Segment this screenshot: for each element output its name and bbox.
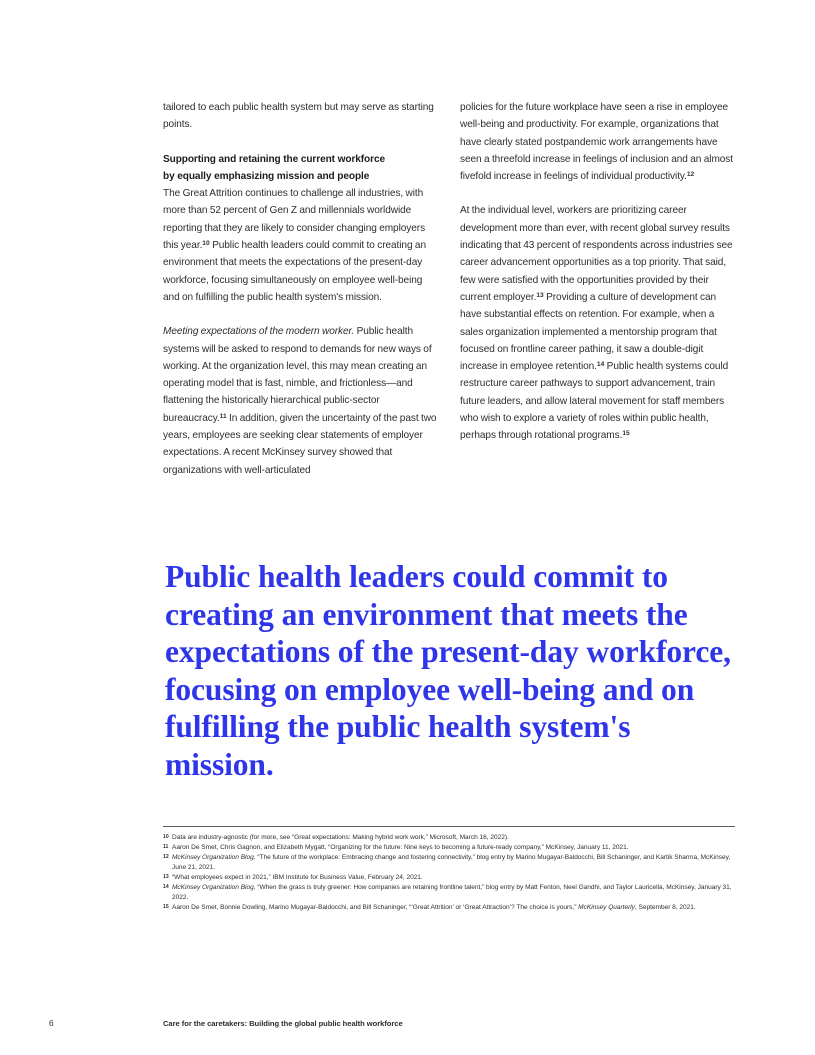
footnote-text bbox=[172, 873, 741, 883]
footnote-text bbox=[172, 903, 741, 913]
page-footer bbox=[0, 1019, 815, 1035]
right-column bbox=[460, 99, 735, 496]
footer-report-title: Care for the caretakers: Building the global public health workforce bbox=[163, 1019, 403, 1028]
footnote-marker-10[interactable]: 10 bbox=[202, 240, 210, 248]
paragraph-meeting-expectations bbox=[163, 323, 438, 479]
page-number: 6 bbox=[49, 1019, 54, 1028]
footnote-text-run: , September 8, 2021. bbox=[634, 904, 696, 912]
footnote-text-run: , “When the grass is truly greener: How companies are retaining frontline talent,” blog entry by Matt Fenton, Neel Gandhi, and Taylor Lauricella, McKinsey, January 31, 2022. bbox=[172, 884, 732, 901]
footnote-list bbox=[163, 833, 741, 913]
paragraph-continuation: tailored to each public health system but may serve as starting points. bbox=[163, 102, 434, 131]
pull-quote: Public health leaders could commit to creating an environment that meets the expectations of the present-day workforce, focusing on employee well-being and on fulfilling the public health system's mission. bbox=[165, 559, 731, 782]
paragraph-text-a: policies for the future workplace have seen a rise in employee well-being and productivity. For example, organizations that have clearly stated postpandemic work arrangements have seen a threefold increase in feelings of inclusion and an almost fivefold increase in feelings of individual productivity. bbox=[460, 102, 733, 183]
paragraph-text-c: Public health systems could restructure career pathways to support advancement, train future leaders, and allow lateral movement for staff members who wish to explore a variety of roles within public health, perhaps through rotational programs. bbox=[460, 361, 729, 442]
footnote-item bbox=[163, 853, 741, 872]
paragraph-text-b: Public health leaders could commit to creating an environment that meets the expectations of the present-day workforce, focusing simultaneously on employee well-being and on fulfilling the public health system's mission. bbox=[163, 240, 426, 303]
footnote-number: 10 bbox=[163, 833, 169, 840]
footnote-text-run: Data are industry-agnostic (for more, see “Great expectations: Making hybrid work work,” Microsoft, March 16, 2022). bbox=[172, 834, 509, 841]
footnote-text bbox=[172, 853, 741, 872]
left-column bbox=[163, 99, 438, 496]
footnote-number: 12 bbox=[163, 853, 169, 860]
footnote-text bbox=[172, 883, 741, 902]
footnote-number: 13 bbox=[163, 873, 169, 880]
paragraph-text-b: Providing a culture of development can have substantial effects on retention. For example, when a sales organization implemented a mentorship program that focused on frontline career pathing, it saw a double-digit increase in employee retention. bbox=[460, 291, 717, 373]
paragraph-policies-future-workplace bbox=[460, 99, 735, 185]
footnote-marker-13[interactable]: 13 bbox=[536, 292, 544, 300]
paragraph-text-a: The Great Attrition continues to challenge all industries, with more than 52 percent of Gen Z and millennials worldwide reporting that they are likely to consider changing employers this year. bbox=[163, 188, 426, 252]
footnote-item bbox=[163, 883, 741, 902]
footnote-item bbox=[163, 843, 741, 853]
footnote-number: 15 bbox=[163, 903, 169, 910]
paragraph-great-attrition bbox=[163, 185, 438, 306]
paragraph-text-a: At the individual level, workers are prioritizing career development more than ever, with recent global survey results indicating that 43 percent of respondents across industries see career advancement opportunities as a top priority. That said, few were satisfied with the opportunities provided by their current employer. bbox=[460, 205, 733, 303]
footnote-marker-15[interactable]: 15 bbox=[622, 430, 630, 438]
paragraph-individual-level bbox=[460, 202, 735, 444]
section-subheading-line1: Supporting and retaining the current workforce bbox=[163, 153, 385, 165]
footnote-marker-11[interactable]: 11 bbox=[219, 412, 227, 420]
paragraph-text-a: Public health systems will be asked to respond to demands for new ways of working. At the organization level, this may mean creating an operating model that is fast, nimble, and frictionless—and flattening the historically hierarchical public-sector bureaucracy. bbox=[163, 326, 432, 424]
footnote-text bbox=[172, 843, 741, 853]
body-columns bbox=[163, 99, 735, 496]
footnote-text-run: “What employees expect in 2021,” IBM Institute for Business Value, February 24, 2021. bbox=[172, 874, 423, 882]
footnote-number: 14 bbox=[163, 883, 169, 890]
footnote-text bbox=[172, 833, 741, 843]
footnote-text-run: , “The future of the workplace: Embracing change and fostering connectivity,” blog entry by Marino Mugayar-Baldocchi, Bill Schaninger, and Kartik Sharma, McKinsey, June 21, 2021. bbox=[172, 854, 731, 871]
footnote-source-title: McKinsey Organization Blog bbox=[172, 854, 254, 862]
footnote-divider bbox=[163, 826, 735, 827]
footnote-number: 11 bbox=[163, 843, 169, 850]
footnote-text-run: Aaron De Smet, Chris Gagnon, and Elizabeth Mygatt, “Organizing for the future: Nine keys to becoming a future-ready company,” McKinsey, January 11, 2021. bbox=[172, 844, 629, 852]
section-subheading-line2: by equally emphasizing mission and people bbox=[163, 170, 370, 182]
footnote-item bbox=[163, 903, 741, 913]
footnote-marker-12[interactable]: 12 bbox=[686, 171, 695, 179]
footnote-text-run: Aaron De Smet, Bonnie Dowling, Marino Mugayar-Baldocchi, and Bill Schaninger, “‘Great Attrition’ or ‘Great Attraction’? The choice is yours,” bbox=[172, 904, 579, 912]
footnote-source-title: McKinsey Quarterly bbox=[578, 904, 635, 912]
paragraph-text-b: In addition, given the uncertainty of the past two years, employees are seeking clear statements of employer expectations. A recent McKinsey survey showed that organizations with well-articulated bbox=[163, 412, 437, 476]
footnote-source-title: McKinsey Organization Blog bbox=[172, 884, 254, 892]
footnote-marker-14[interactable]: 14 bbox=[596, 361, 605, 369]
footnote-item bbox=[163, 873, 741, 883]
paragraph-run-in-heading: Meeting expectations of the modern worker. bbox=[163, 326, 355, 338]
footnote-item bbox=[163, 833, 741, 843]
